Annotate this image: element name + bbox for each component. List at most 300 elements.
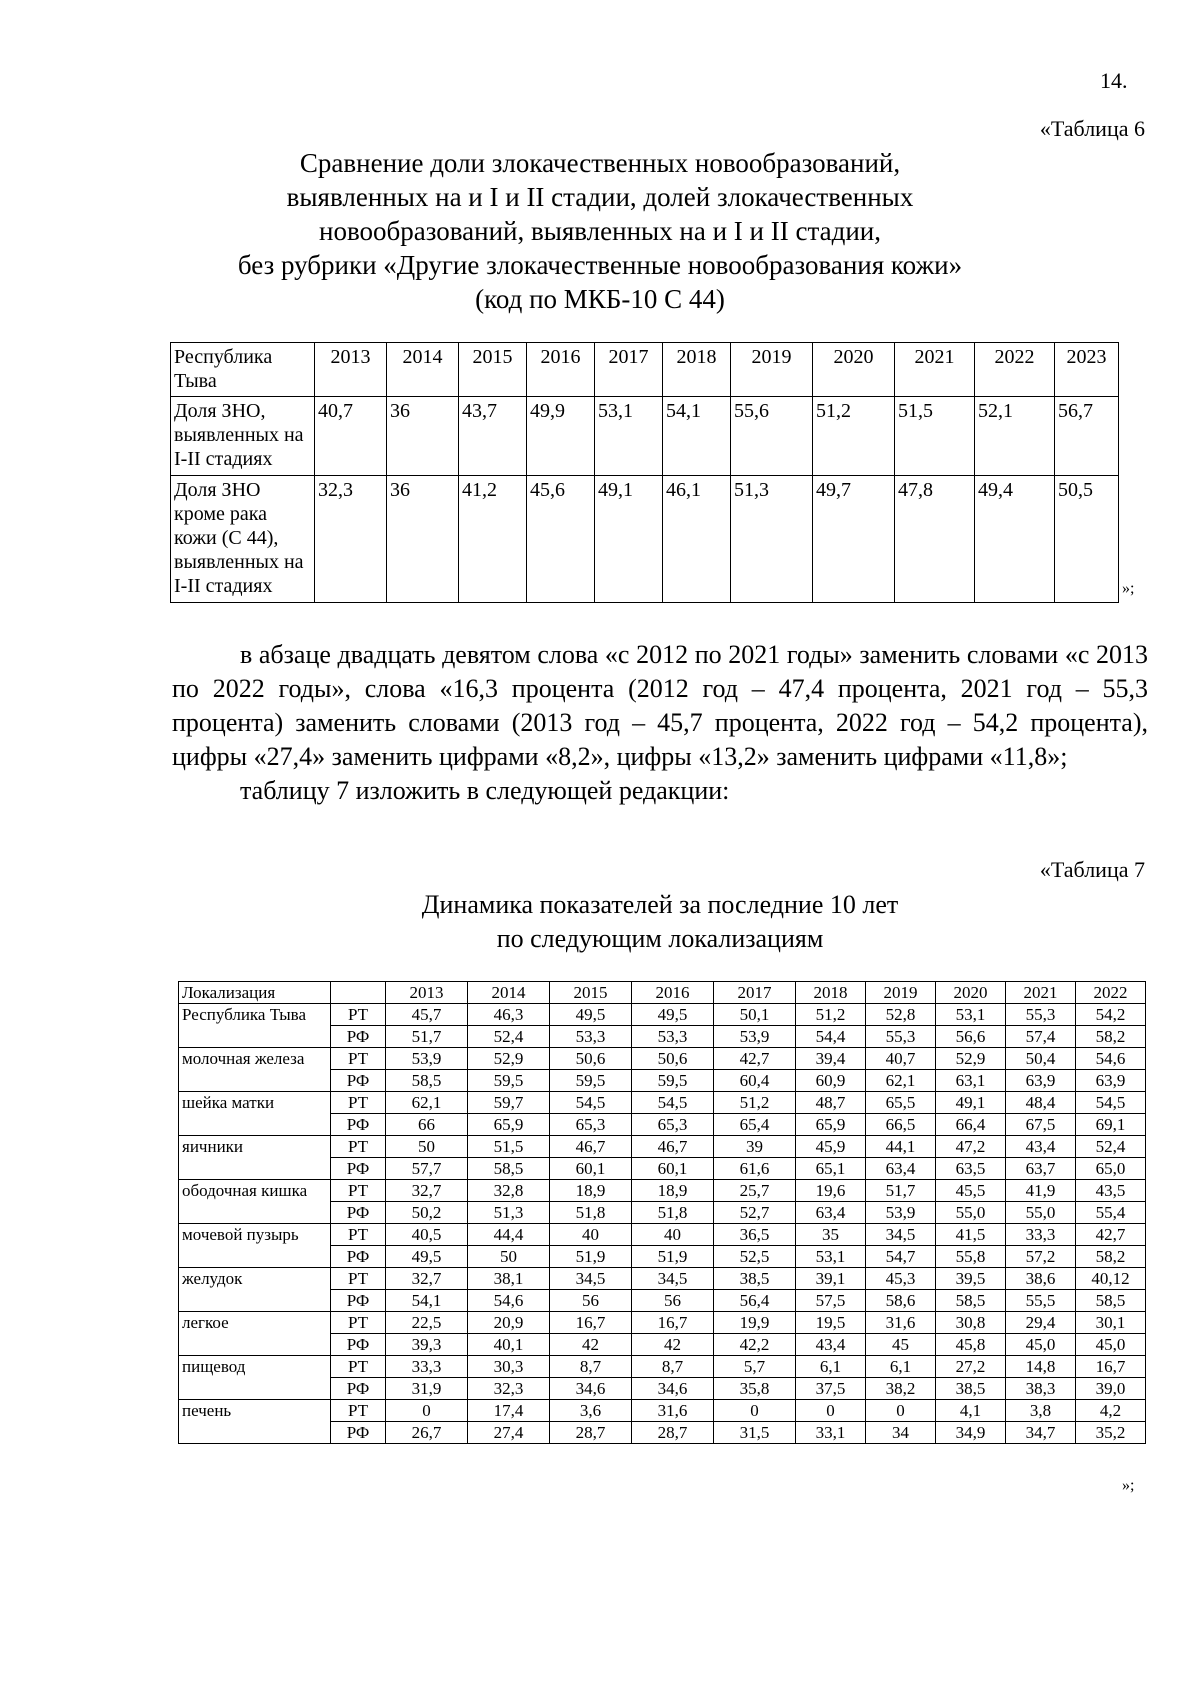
table7-year-header: 2013 bbox=[386, 982, 468, 1004]
table7-value-cell: 38,2 bbox=[866, 1378, 936, 1400]
table6-value-cell: 52,1 bbox=[975, 397, 1055, 476]
table7-value-cell: 39,1 bbox=[796, 1268, 866, 1290]
table6-label: «Таблица 6 bbox=[1039, 116, 1145, 141]
table7-value-cell: 35,8 bbox=[714, 1378, 796, 1400]
table7-value-cell: 43,4 bbox=[1006, 1136, 1076, 1158]
table7-value-cell: 33,1 bbox=[796, 1422, 866, 1444]
table7-value-cell: 42 bbox=[632, 1334, 714, 1356]
table6-value-cell: 40,7 bbox=[315, 397, 387, 476]
table6-value-cell: 47,8 bbox=[895, 476, 975, 603]
table7-value-cell: 52,7 bbox=[714, 1202, 796, 1224]
table7-value-cell: 54,6 bbox=[468, 1290, 550, 1312]
table7-value-cell: 48,4 bbox=[1006, 1092, 1076, 1114]
table7-label: «Таблица 7 bbox=[1039, 857, 1145, 882]
table7-value-cell: 56 bbox=[632, 1290, 714, 1312]
table6-value-cell: 51,3 bbox=[731, 476, 813, 603]
table7-value-cell: 27,2 bbox=[936, 1356, 1006, 1378]
table7-value-cell: 36,5 bbox=[714, 1224, 796, 1246]
table6-value-cell: 55,6 bbox=[731, 397, 813, 476]
table7-value-cell: 38,3 bbox=[1006, 1378, 1076, 1400]
table6-value-cell: 54,1 bbox=[663, 397, 731, 476]
table7-value-cell: 32,7 bbox=[386, 1180, 468, 1202]
table7-value-cell: 55,0 bbox=[1006, 1202, 1076, 1224]
table7-value-cell: 56,4 bbox=[714, 1290, 796, 1312]
table7-row bbox=[179, 1004, 1146, 1026]
table7-value-cell: 40 bbox=[550, 1224, 632, 1246]
table7-value-cell: 58,6 bbox=[866, 1290, 936, 1312]
table7-value-cell: 50 bbox=[386, 1136, 468, 1158]
table7-value-cell: 50,6 bbox=[632, 1048, 714, 1070]
table6-year-header: 2018 bbox=[663, 343, 731, 397]
table7-value-cell: 6,1 bbox=[796, 1356, 866, 1378]
table7-kind-cell: РТ bbox=[331, 1180, 386, 1202]
table7-kind-cell: РФ bbox=[331, 1070, 386, 1092]
table7-value-cell: 31,9 bbox=[386, 1378, 468, 1400]
table7-value-cell: 51,2 bbox=[796, 1004, 866, 1026]
table7-value-cell: 53,1 bbox=[796, 1246, 866, 1268]
table7-value-cell: 61,6 bbox=[714, 1158, 796, 1180]
table7-value-cell: 51,3 bbox=[468, 1202, 550, 1224]
table7-value-cell: 14,8 bbox=[1006, 1356, 1076, 1378]
table6-title-line: выявленных на и I и II стадии, долей злокачественных bbox=[286, 182, 914, 212]
table6-value-cell: 49,7 bbox=[813, 476, 895, 603]
table7-value-cell: 42,2 bbox=[714, 1334, 796, 1356]
table7-value-cell: 22,5 bbox=[386, 1312, 468, 1334]
table7-value-cell: 51,9 bbox=[550, 1246, 632, 1268]
table7-location-cell: молочная железа bbox=[179, 1048, 331, 1092]
table7-value-cell: 51,8 bbox=[550, 1202, 632, 1224]
table7-value-cell: 39,3 bbox=[386, 1334, 468, 1356]
table7-year-header: 2022 bbox=[1076, 982, 1146, 1004]
table7-value-cell: 49,5 bbox=[386, 1246, 468, 1268]
table7-value-cell: 40,5 bbox=[386, 1224, 468, 1246]
table7-value-cell: 49,1 bbox=[936, 1092, 1006, 1114]
table7-kind-cell: РТ bbox=[331, 1092, 386, 1114]
table7-value-cell: 16,7 bbox=[632, 1312, 714, 1334]
table7-value-cell: 57,2 bbox=[1006, 1246, 1076, 1268]
table7-value-cell: 66,5 bbox=[866, 1114, 936, 1136]
table7-value-cell: 60,4 bbox=[714, 1070, 796, 1092]
table7-value-cell: 34,5 bbox=[866, 1224, 936, 1246]
table7-value-cell: 58,2 bbox=[1076, 1246, 1146, 1268]
table7-value-cell: 59,5 bbox=[632, 1070, 714, 1092]
table6-year-header: 2017 bbox=[595, 343, 663, 397]
table7-value-cell: 56,6 bbox=[936, 1026, 1006, 1048]
table6-title-line: новообразований, выявленных на и I и II стадии, bbox=[319, 216, 881, 246]
table7-value-cell: 59,7 bbox=[468, 1092, 550, 1114]
table7-value-cell: 19,9 bbox=[714, 1312, 796, 1334]
table7-value-cell: 53,9 bbox=[386, 1048, 468, 1070]
table7-value-cell: 30,8 bbox=[936, 1312, 1006, 1334]
table6 bbox=[170, 342, 1119, 603]
table7-value-cell: 69,1 bbox=[1076, 1114, 1146, 1136]
table7-value-cell: 35 bbox=[796, 1224, 866, 1246]
table7-value-cell: 54,1 bbox=[386, 1290, 468, 1312]
table7-value-cell: 25,7 bbox=[714, 1180, 796, 1202]
table7-year-header: 2014 bbox=[468, 982, 550, 1004]
table6-value-cell: 36 bbox=[387, 397, 459, 476]
table6-year-header: 2019 bbox=[731, 343, 813, 397]
table7-value-cell: 41,5 bbox=[936, 1224, 1006, 1246]
table7-value-cell: 4,1 bbox=[936, 1400, 1006, 1422]
table7-value-cell: 49,5 bbox=[550, 1004, 632, 1026]
table7-value-cell: 62,1 bbox=[866, 1070, 936, 1092]
table7-value-cell: 31,5 bbox=[714, 1422, 796, 1444]
table7-value-cell: 34,5 bbox=[550, 1268, 632, 1290]
table7-value-cell: 28,7 bbox=[550, 1422, 632, 1444]
table7-row bbox=[179, 1312, 1146, 1334]
table7-value-cell: 19,5 bbox=[796, 1312, 866, 1334]
table7-value-cell: 58,5 bbox=[468, 1158, 550, 1180]
table7-value-cell: 40,12 bbox=[1076, 1268, 1146, 1290]
table7-year-header: 2015 bbox=[550, 982, 632, 1004]
table7-location-cell: мочевой пузырь bbox=[179, 1224, 331, 1268]
table7-location-cell: пищевод bbox=[179, 1356, 331, 1400]
table7-location-cell: ободочная кишка bbox=[179, 1180, 331, 1224]
table7-value-cell: 20,9 bbox=[468, 1312, 550, 1334]
table7-value-cell: 40,1 bbox=[468, 1334, 550, 1356]
table7-value-cell: 39,5 bbox=[936, 1268, 1006, 1290]
table7-value-cell: 45 bbox=[866, 1334, 936, 1356]
table7-value-cell: 31,6 bbox=[866, 1312, 936, 1334]
table7-value-cell: 57,5 bbox=[796, 1290, 866, 1312]
table6-row-label: Доля ЗНО, выявленных на I-II стадиях bbox=[171, 397, 315, 476]
table7-value-cell: 50,4 bbox=[1006, 1048, 1076, 1070]
table6-value-cell: 50,5 bbox=[1055, 476, 1119, 603]
table7-value-cell: 45,3 bbox=[866, 1268, 936, 1290]
table7-value-cell: 63,1 bbox=[936, 1070, 1006, 1092]
table7-value-cell: 63,7 bbox=[1006, 1158, 1076, 1180]
table7-value-cell: 45,8 bbox=[936, 1334, 1006, 1356]
table7-location-cell: легкое bbox=[179, 1312, 331, 1356]
table7-value-cell: 40 bbox=[632, 1224, 714, 1246]
table7-value-cell: 60,1 bbox=[632, 1158, 714, 1180]
table6-value-cell: 43,7 bbox=[459, 397, 527, 476]
table7-value-cell: 8,7 bbox=[550, 1356, 632, 1378]
table7-value-cell: 39 bbox=[714, 1136, 796, 1158]
table7-value-cell: 45,7 bbox=[386, 1004, 468, 1026]
table7-row bbox=[179, 1356, 1146, 1378]
table7-header-kind bbox=[331, 982, 386, 1004]
table7-location-cell: шейка матки bbox=[179, 1092, 331, 1136]
table7-value-cell: 4,2 bbox=[1076, 1400, 1146, 1422]
table7-value-cell: 65,3 bbox=[550, 1114, 632, 1136]
table7-value-cell: 52,8 bbox=[866, 1004, 936, 1026]
table7-value-cell: 34,5 bbox=[632, 1268, 714, 1290]
table7-value-cell: 5,7 bbox=[714, 1356, 796, 1378]
table7-value-cell: 39,4 bbox=[796, 1048, 866, 1070]
table7-value-cell: 65,9 bbox=[796, 1114, 866, 1136]
table6-value-cell: 56,7 bbox=[1055, 397, 1119, 476]
table7-value-cell: 0 bbox=[714, 1400, 796, 1422]
table7-value-cell: 45,0 bbox=[1006, 1334, 1076, 1356]
table7-value-cell: 54,5 bbox=[632, 1092, 714, 1114]
table7-value-cell: 0 bbox=[796, 1400, 866, 1422]
table7-value-cell: 59,5 bbox=[550, 1070, 632, 1092]
table7-value-cell: 40,7 bbox=[866, 1048, 936, 1070]
table7-value-cell: 42 bbox=[550, 1334, 632, 1356]
table7-value-cell: 46,7 bbox=[632, 1136, 714, 1158]
table6-value-cell: 51,2 bbox=[813, 397, 895, 476]
table7-value-cell: 0 bbox=[866, 1400, 936, 1422]
paragraph-amendment: в абзаце двадцать девятом слова «с 2012 по 2021 годы» заменить словами «с 2013 по 2022 годы», слова «16,3 процента (2012 год – 47,4 процента, 2021 год – 55,3 процента) заменить словами (2013 год – 45,7 процента, 2022 год – 54,2 процента), цифры «27,4» заменить цифрами «8,2», цифры «13,2» заменить цифрами «11,8»; bbox=[172, 640, 1148, 771]
table6-year-header: 2020 bbox=[813, 343, 895, 397]
table7-kind-cell: РФ bbox=[331, 1378, 386, 1400]
table7-value-cell: 65,1 bbox=[796, 1158, 866, 1180]
table6-year-header: 2013 bbox=[315, 343, 387, 397]
table7-value-cell: 66 bbox=[386, 1114, 468, 1136]
table7-row bbox=[179, 1048, 1146, 1070]
table7-value-cell: 38,5 bbox=[936, 1378, 1006, 1400]
table7-value-cell: 57,7 bbox=[386, 1158, 468, 1180]
table7-value-cell: 50 bbox=[468, 1246, 550, 1268]
table7-kind-cell: РТ bbox=[331, 1136, 386, 1158]
table7-value-cell: 33,3 bbox=[1006, 1224, 1076, 1246]
table7-value-cell: 48,7 bbox=[796, 1092, 866, 1114]
table7-kind-cell: РФ bbox=[331, 1334, 386, 1356]
table7-value-cell: 65,3 bbox=[632, 1114, 714, 1136]
table7-value-cell: 51,7 bbox=[386, 1026, 468, 1048]
table7-row bbox=[179, 1092, 1146, 1114]
table7-value-cell: 65,9 bbox=[468, 1114, 550, 1136]
table7-value-cell: 51,5 bbox=[468, 1136, 550, 1158]
table7-value-cell: 56 bbox=[550, 1290, 632, 1312]
table7 bbox=[178, 981, 1146, 1444]
table7-value-cell: 53,3 bbox=[632, 1026, 714, 1048]
table7-value-cell: 32,3 bbox=[468, 1378, 550, 1400]
table7-year-header: 2018 bbox=[796, 982, 866, 1004]
table7-value-cell: 63,9 bbox=[1076, 1070, 1146, 1092]
table7-value-cell: 53,3 bbox=[550, 1026, 632, 1048]
table7-value-cell: 46,7 bbox=[550, 1136, 632, 1158]
table7-kind-cell: РФ bbox=[331, 1202, 386, 1224]
table7-value-cell: 34,7 bbox=[1006, 1422, 1076, 1444]
table7-value-cell: 54,5 bbox=[1076, 1092, 1146, 1114]
table7-value-cell: 63,4 bbox=[796, 1202, 866, 1224]
table6-value-cell: 53,1 bbox=[595, 397, 663, 476]
table6-year-header: 2016 bbox=[527, 343, 595, 397]
table7-value-cell: 53,9 bbox=[866, 1202, 936, 1224]
table7-value-cell: 54,5 bbox=[550, 1092, 632, 1114]
table7-value-cell: 55,5 bbox=[1006, 1290, 1076, 1312]
table7-value-cell: 33,3 bbox=[386, 1356, 468, 1378]
table7-value-cell: 51,2 bbox=[714, 1092, 796, 1114]
table6-year-header: 2023 bbox=[1055, 343, 1119, 397]
table7-year-header: 2020 bbox=[936, 982, 1006, 1004]
table7-row bbox=[179, 1180, 1146, 1202]
table7-value-cell: 45,0 bbox=[1076, 1334, 1146, 1356]
table6-row-label: Доля ЗНО кроме рака кожи (С 44), выявленных на I-II стадиях bbox=[171, 476, 315, 603]
table7-value-cell: 50,1 bbox=[714, 1004, 796, 1026]
table7-value-cell: 55,0 bbox=[936, 1202, 1006, 1224]
table6-row bbox=[171, 476, 1119, 603]
table7-value-cell: 60,9 bbox=[796, 1070, 866, 1092]
table7-value-cell: 51,7 bbox=[866, 1180, 936, 1202]
table7-value-cell: 39,0 bbox=[1076, 1378, 1146, 1400]
table7-value-cell: 35,2 bbox=[1076, 1422, 1146, 1444]
table6-value-cell: 49,1 bbox=[595, 476, 663, 603]
body-text bbox=[172, 638, 1148, 808]
table7-value-cell: 47,2 bbox=[936, 1136, 1006, 1158]
table7-value-cell: 28,7 bbox=[632, 1422, 714, 1444]
table7-value-cell: 67,5 bbox=[1006, 1114, 1076, 1136]
table7-value-cell: 38,6 bbox=[1006, 1268, 1076, 1290]
table7-value-cell: 27,4 bbox=[468, 1422, 550, 1444]
table7-value-cell: 18,9 bbox=[632, 1180, 714, 1202]
table6-title-line: Сравнение доли злокачественных новообразований, bbox=[299, 148, 901, 178]
table7-value-cell: 52,9 bbox=[468, 1048, 550, 1070]
table6-row bbox=[171, 397, 1119, 476]
table7-value-cell: 16,7 bbox=[550, 1312, 632, 1334]
table7-year-header: 2021 bbox=[1006, 982, 1076, 1004]
table7-value-cell: 52,4 bbox=[468, 1026, 550, 1048]
table7-value-cell: 29,4 bbox=[1006, 1312, 1076, 1334]
table7-kind-cell: РТ bbox=[331, 1048, 386, 1070]
table7-value-cell: 51,8 bbox=[632, 1202, 714, 1224]
table7-value-cell: 57,4 bbox=[1006, 1026, 1076, 1048]
table7-value-cell: 38,5 bbox=[714, 1268, 796, 1290]
table7-value-cell: 19,6 bbox=[796, 1180, 866, 1202]
table7-value-cell: 62,1 bbox=[386, 1092, 468, 1114]
table7-kind-cell: РТ bbox=[331, 1268, 386, 1290]
table7-value-cell: 26,7 bbox=[386, 1422, 468, 1444]
table7-value-cell: 50,6 bbox=[550, 1048, 632, 1070]
table7-value-cell: 30,1 bbox=[1076, 1312, 1146, 1334]
table7-value-cell: 45,5 bbox=[936, 1180, 1006, 1202]
table7-value-cell: 3,8 bbox=[1006, 1400, 1076, 1422]
table7-value-cell: 34,6 bbox=[550, 1378, 632, 1400]
table7-title-line: Динамика показателей за последние 10 лет bbox=[421, 890, 899, 919]
table7-value-cell: 45,9 bbox=[796, 1136, 866, 1158]
table6-year-header: 2022 bbox=[975, 343, 1055, 397]
table7-kind-cell: РФ bbox=[331, 1422, 386, 1444]
table7-row bbox=[179, 1136, 1146, 1158]
table7-value-cell: 52,9 bbox=[936, 1048, 1006, 1070]
table7-kind-cell: РТ bbox=[331, 1224, 386, 1246]
table7-kind-cell: РТ bbox=[331, 1400, 386, 1422]
table7-kind-cell: РТ bbox=[331, 1312, 386, 1334]
table7-value-cell: 65,0 bbox=[1076, 1158, 1146, 1180]
table6-value-cell: 49,9 bbox=[527, 397, 595, 476]
table7-value-cell: 3,6 bbox=[550, 1400, 632, 1422]
table6-title bbox=[180, 146, 1020, 316]
table7-value-cell: 17,4 bbox=[468, 1400, 550, 1422]
table6-value-cell: 41,2 bbox=[459, 476, 527, 603]
table7-value-cell: 65,5 bbox=[866, 1092, 936, 1114]
table6-header-row bbox=[171, 343, 1119, 397]
table7-value-cell: 32,8 bbox=[468, 1180, 550, 1202]
table7-kind-cell: РФ bbox=[331, 1114, 386, 1136]
table7-value-cell: 52,4 bbox=[1076, 1136, 1146, 1158]
table7-header-row bbox=[179, 982, 1146, 1004]
table7-value-cell: 34,9 bbox=[936, 1422, 1006, 1444]
table6-value-cell: 36 bbox=[387, 476, 459, 603]
table6-year-header: 2015 bbox=[459, 343, 527, 397]
table6-value-cell: 32,3 bbox=[315, 476, 387, 603]
table7-kind-cell: РТ bbox=[331, 1356, 386, 1378]
table7-value-cell: 54,4 bbox=[796, 1026, 866, 1048]
table7-value-cell: 53,1 bbox=[936, 1004, 1006, 1026]
table7-value-cell: 54,2 bbox=[1076, 1004, 1146, 1026]
table7-row bbox=[179, 1268, 1146, 1290]
table7-header-label: Локализация bbox=[179, 982, 331, 1004]
table7-value-cell: 60,1 bbox=[550, 1158, 632, 1180]
table7-value-cell: 65,4 bbox=[714, 1114, 796, 1136]
page-number: 14. bbox=[1100, 68, 1128, 93]
table7-value-cell: 46,3 bbox=[468, 1004, 550, 1026]
table7-value-cell: 58,5 bbox=[936, 1290, 1006, 1312]
table7-value-cell: 55,3 bbox=[1006, 1004, 1076, 1026]
table7-value-cell: 63,4 bbox=[866, 1158, 936, 1180]
table7-value-cell: 44,4 bbox=[468, 1224, 550, 1246]
table7-location-cell: яичники bbox=[179, 1136, 331, 1180]
table7-kind-cell: РТ bbox=[331, 1004, 386, 1026]
table7-location-cell: желудок bbox=[179, 1268, 331, 1312]
table7-value-cell: 41,9 bbox=[1006, 1180, 1076, 1202]
table6-header-label: Республика Тыва bbox=[171, 343, 315, 397]
table7-kind-cell: РФ bbox=[331, 1158, 386, 1180]
table7-closing-mark: »; bbox=[1122, 1477, 1135, 1494]
table7-location-cell: печень bbox=[179, 1400, 331, 1444]
table7-value-cell: 43,4 bbox=[796, 1334, 866, 1356]
table7-value-cell: 58,5 bbox=[1076, 1290, 1146, 1312]
table7-value-cell: 50,2 bbox=[386, 1202, 468, 1224]
table6-value-cell: 45,6 bbox=[527, 476, 595, 603]
table7-location-cell: Республика Тыва bbox=[179, 1004, 331, 1048]
table7-value-cell: 34 bbox=[866, 1422, 936, 1444]
paragraph-table7-intro: таблицу 7 изложить в следующей редакции: bbox=[240, 776, 730, 805]
table7-year-header: 2017 bbox=[714, 982, 796, 1004]
table7-value-cell: 58,2 bbox=[1076, 1026, 1146, 1048]
table6-value-cell: 51,5 bbox=[895, 397, 975, 476]
table7-value-cell: 18,9 bbox=[550, 1180, 632, 1202]
table7-value-cell: 32,7 bbox=[386, 1268, 468, 1290]
table7-value-cell: 55,3 bbox=[866, 1026, 936, 1048]
table7-kind-cell: РФ bbox=[331, 1026, 386, 1048]
table7-value-cell: 59,5 bbox=[468, 1070, 550, 1092]
table7-value-cell: 6,1 bbox=[866, 1356, 936, 1378]
table7-value-cell: 52,5 bbox=[714, 1246, 796, 1268]
table7-value-cell: 63,9 bbox=[1006, 1070, 1076, 1092]
table7-row bbox=[179, 1224, 1146, 1246]
table7-value-cell: 54,7 bbox=[866, 1246, 936, 1268]
table6-title-line: (код по МКБ-10 С 44) bbox=[475, 284, 725, 314]
table7-value-cell: 38,1 bbox=[468, 1268, 550, 1290]
table6-year-header: 2014 bbox=[387, 343, 459, 397]
table7-value-cell: 0 bbox=[386, 1400, 468, 1422]
table7-value-cell: 51,9 bbox=[632, 1246, 714, 1268]
table7-year-header: 2016 bbox=[632, 982, 714, 1004]
table7-value-cell: 42,7 bbox=[714, 1048, 796, 1070]
table7-kind-cell: РФ bbox=[331, 1246, 386, 1268]
table6-value-cell: 46,1 bbox=[663, 476, 731, 603]
table6-closing-mark: »; bbox=[1122, 580, 1135, 597]
table7-value-cell: 31,6 bbox=[632, 1400, 714, 1422]
table7-value-cell: 66,4 bbox=[936, 1114, 1006, 1136]
table6-year-header: 2021 bbox=[895, 343, 975, 397]
table7-value-cell: 49,5 bbox=[632, 1004, 714, 1026]
table7-kind-cell: РФ bbox=[331, 1290, 386, 1312]
table7-value-cell: 55,4 bbox=[1076, 1202, 1146, 1224]
table7-value-cell: 34,6 bbox=[632, 1378, 714, 1400]
table6-value-cell: 49,4 bbox=[975, 476, 1055, 603]
table6-title-line: без рубрики «Другие злокачественные новообразования кожи» bbox=[237, 250, 963, 280]
table7-value-cell: 55,8 bbox=[936, 1246, 1006, 1268]
table7-value-cell: 37,5 bbox=[796, 1378, 866, 1400]
table7-value-cell: 42,7 bbox=[1076, 1224, 1146, 1246]
table7-value-cell: 63,5 bbox=[936, 1158, 1006, 1180]
table7-row bbox=[179, 1400, 1146, 1422]
